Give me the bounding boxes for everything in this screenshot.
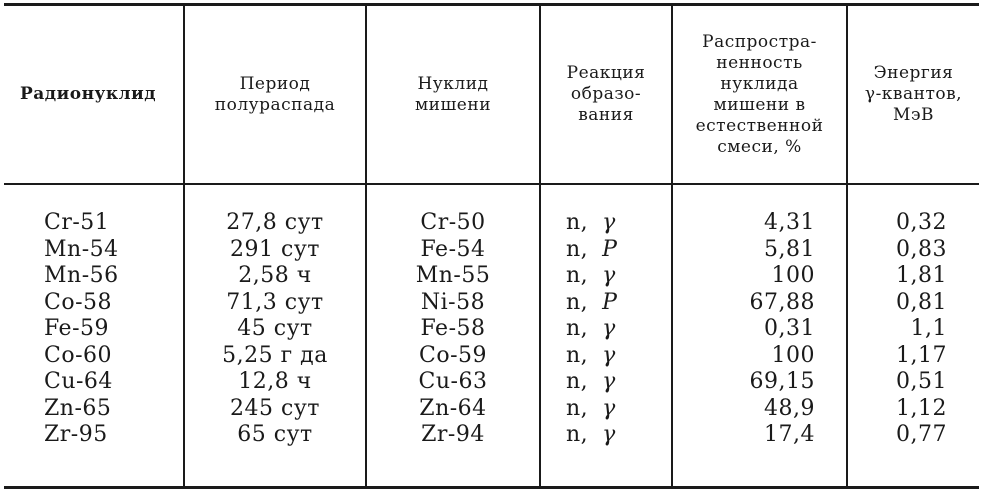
header-half-life: Период полураспада bbox=[214, 73, 336, 115]
column-half-life bbox=[185, 210, 365, 449]
cell-target-nuclide: Fe-54 bbox=[420, 236, 486, 262]
cell-radionuclide: Co-58 bbox=[44, 289, 113, 315]
cell-abundance: 100 bbox=[771, 342, 815, 368]
cell-gamma-energy: 0,77 bbox=[896, 422, 947, 447]
header-abundance: Распростра- ненность нуклида мишени в естественной смеси, % bbox=[695, 31, 824, 157]
reaction-product: γ bbox=[602, 395, 616, 421]
column-abundance bbox=[690, 210, 815, 449]
column-reaction bbox=[566, 210, 666, 449]
reaction-projectile: n, bbox=[566, 289, 589, 315]
cell-reaction bbox=[566, 369, 666, 396]
cell-gamma-energy: 0,51 bbox=[896, 369, 947, 394]
cell-abundance: 67,88 bbox=[749, 289, 815, 315]
cell-radionuclide: Zn-65 bbox=[44, 395, 112, 421]
reaction-projectile: n, bbox=[566, 395, 589, 421]
column-gamma-energy bbox=[855, 210, 947, 449]
header-gamma-energy: Энергия γ-квантов, МэВ bbox=[864, 63, 963, 125]
header-reaction: Реакция образо- вания bbox=[566, 63, 646, 125]
cell-gamma-energy: 0,83 bbox=[896, 236, 947, 262]
cell-gamma-energy: 1,12 bbox=[896, 395, 947, 421]
cell-half-life: 291 сут bbox=[230, 236, 320, 262]
cell-radionuclide: Mn-54 bbox=[44, 236, 119, 262]
reaction-product: γ bbox=[602, 369, 616, 394]
cell-target-nuclide: Mn-55 bbox=[415, 263, 491, 288]
reaction-product: γ bbox=[602, 263, 616, 288]
reaction-projectile: n, bbox=[566, 422, 589, 447]
cell-gamma-energy: 0,81 bbox=[896, 289, 947, 315]
cell-abundance: 100 bbox=[771, 263, 815, 288]
reaction-product: γ bbox=[602, 316, 616, 341]
cell-radionuclide: Zr-95 bbox=[44, 422, 108, 447]
cell-half-life: 27,8 сут bbox=[226, 210, 324, 235]
cell-half-life: 71,3 сут bbox=[226, 289, 324, 315]
header-target-nuclide: Нуклид мишени bbox=[414, 73, 492, 115]
cell-half-life: 12,8 ч bbox=[238, 369, 312, 394]
cell-target-nuclide: Ni-58 bbox=[420, 289, 486, 315]
cell-gamma-energy: 0,32 bbox=[896, 210, 947, 235]
cell-half-life: 65 сут bbox=[237, 422, 313, 447]
reaction-projectile: n, bbox=[566, 316, 589, 341]
reaction-projectile: n, bbox=[566, 210, 589, 235]
cell-target-nuclide: Zr-94 bbox=[421, 422, 485, 447]
cell-reaction bbox=[566, 290, 666, 317]
cell-gamma-energy: 1,17 bbox=[896, 342, 947, 368]
cell-abundance: 17,4 bbox=[764, 422, 815, 447]
cell-radionuclide: Cr-51 bbox=[44, 210, 110, 235]
column-radionuclide bbox=[44, 210, 174, 449]
cell-half-life: 45 сут bbox=[237, 316, 313, 341]
cell-target-nuclide: Co-59 bbox=[418, 342, 487, 368]
cell-reaction bbox=[566, 316, 666, 343]
cell-half-life: 245 сут bbox=[230, 395, 320, 421]
cell-abundance: 69,15 bbox=[749, 369, 815, 394]
cell-radionuclide: Mn-56 bbox=[44, 263, 119, 288]
cell-half-life: 5,25 г да bbox=[222, 342, 328, 368]
cell-gamma-energy: 1,81 bbox=[896, 263, 947, 288]
reaction-product: γ bbox=[602, 422, 616, 447]
cell-target-nuclide: Fe-58 bbox=[420, 316, 486, 341]
cell-gamma-energy: 1,1 bbox=[910, 316, 947, 341]
cell-reaction bbox=[566, 263, 666, 290]
cell-radionuclide: Co-60 bbox=[44, 342, 113, 368]
cell-half-life: 2,58 ч bbox=[238, 263, 312, 288]
cell-abundance: 4,31 bbox=[764, 210, 815, 235]
header-radionuclide: Радионуклид bbox=[20, 84, 157, 104]
reaction-product: P bbox=[602, 289, 618, 315]
cell-reaction bbox=[566, 422, 666, 449]
cell-target-nuclide: Cu-63 bbox=[418, 369, 488, 394]
cell-abundance: 48,9 bbox=[764, 395, 815, 421]
cell-reaction bbox=[566, 210, 666, 237]
reaction-product: P bbox=[602, 236, 618, 262]
table-bottom-rule bbox=[4, 486, 979, 489]
reaction-product: γ bbox=[602, 210, 616, 235]
reaction-projectile: n, bbox=[566, 342, 589, 368]
reaction-product: γ bbox=[602, 342, 616, 368]
cell-reaction bbox=[566, 396, 666, 423]
column-target-nuclide bbox=[367, 210, 539, 449]
cell-target-nuclide: Zn-64 bbox=[419, 395, 487, 421]
cell-abundance: 0,31 bbox=[764, 316, 815, 341]
cell-abundance: 5,81 bbox=[764, 236, 815, 262]
cell-target-nuclide: Cr-50 bbox=[420, 210, 486, 235]
reaction-projectile: n, bbox=[566, 369, 589, 394]
cell-radionuclide: Cu-64 bbox=[44, 369, 113, 394]
cell-reaction bbox=[566, 237, 666, 264]
reaction-projectile: n, bbox=[566, 263, 589, 288]
header-separator-rule bbox=[4, 183, 979, 185]
reaction-projectile: n, bbox=[566, 236, 589, 262]
cell-radionuclide: Fe-59 bbox=[44, 316, 110, 341]
cell-reaction bbox=[566, 343, 666, 370]
